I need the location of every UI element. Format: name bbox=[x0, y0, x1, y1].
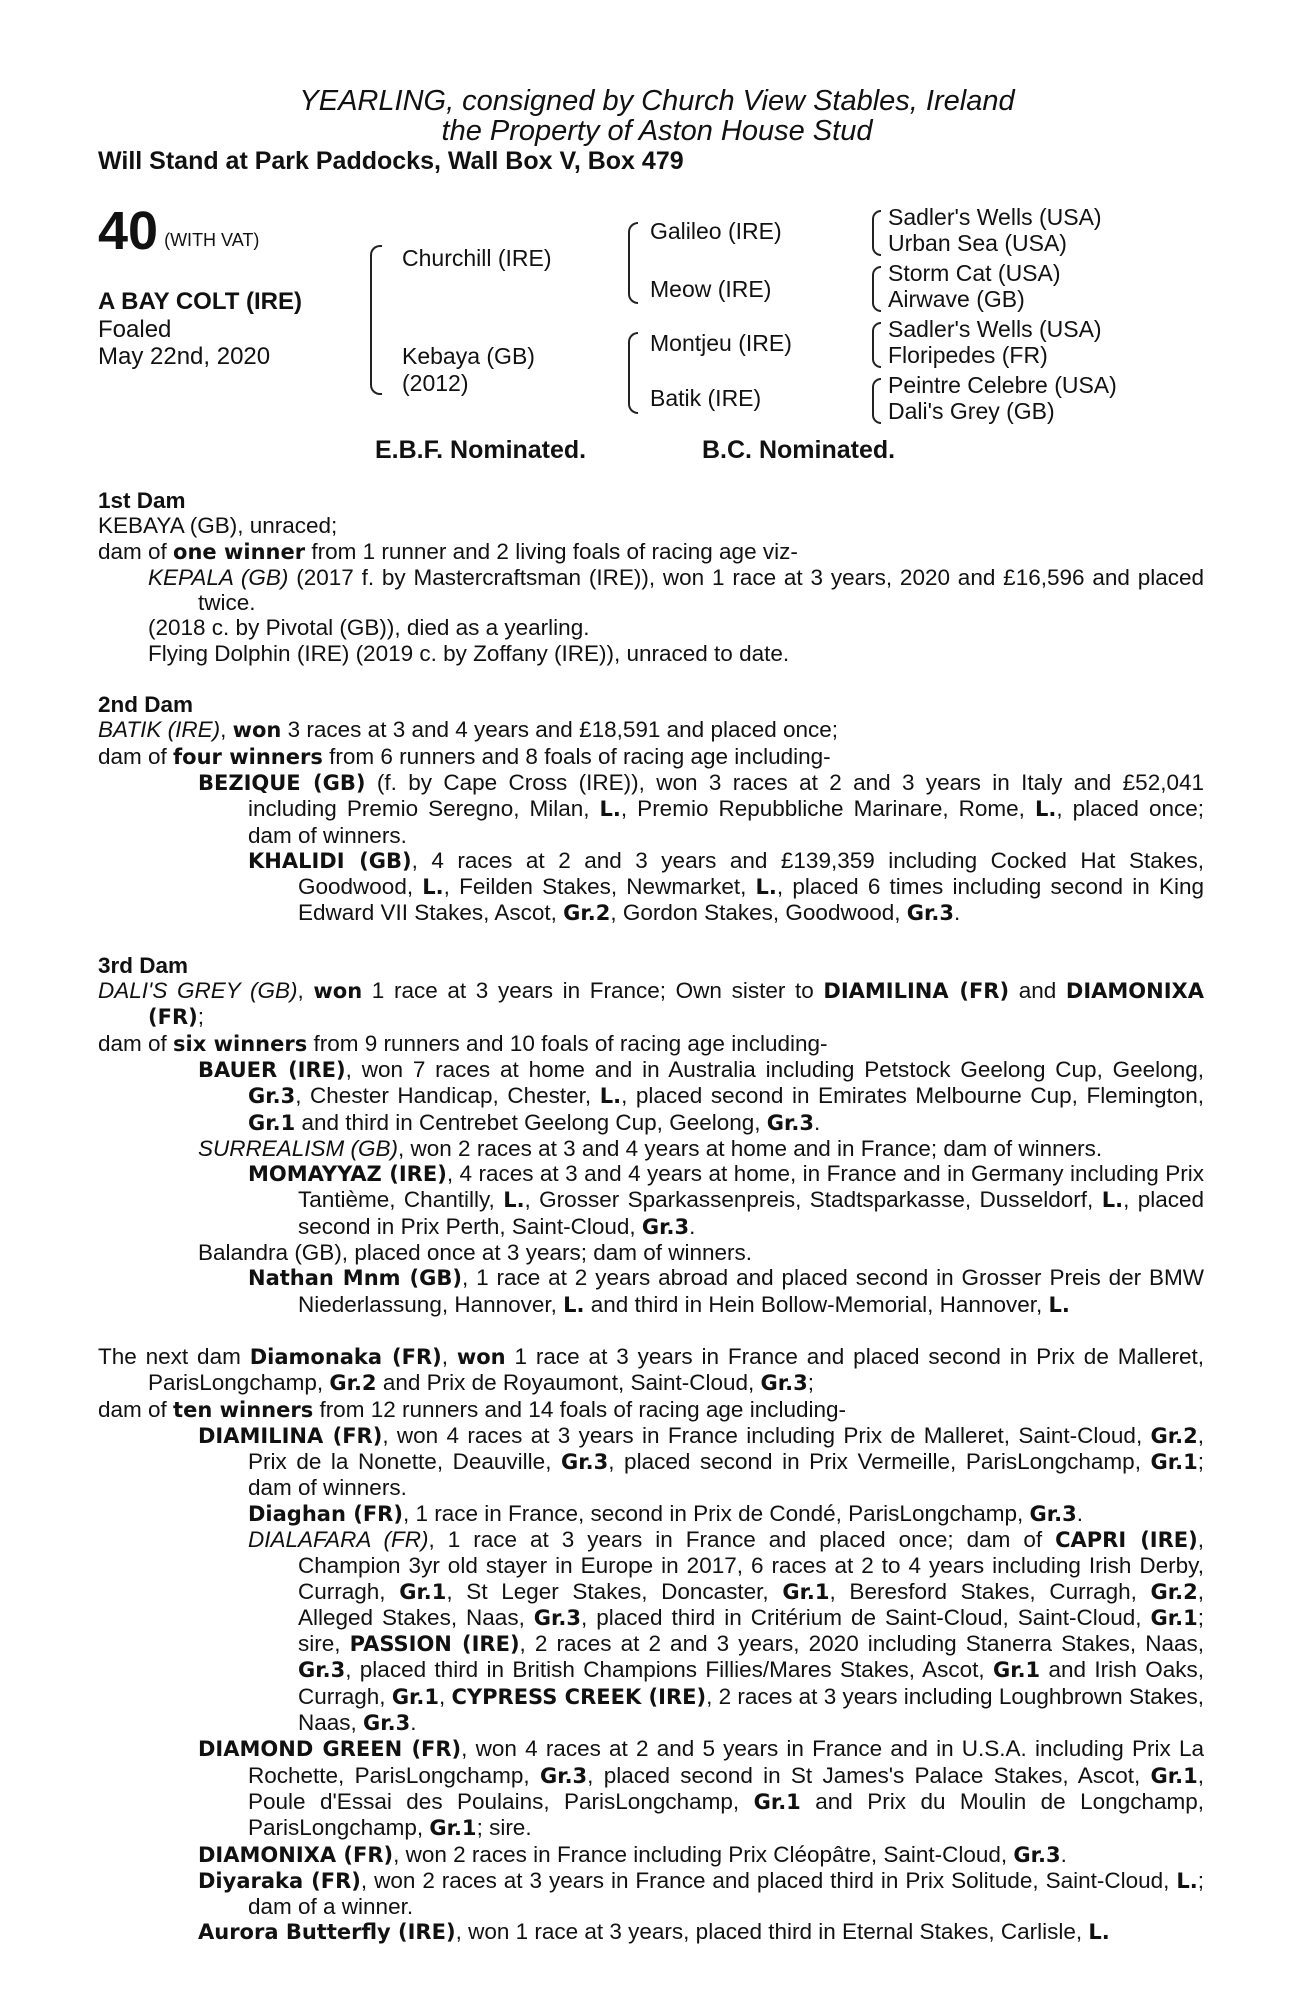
pedigree-sss: Sadler's Wells (USA) bbox=[888, 204, 1102, 230]
pedigree-ssd: Urban Sea (USA) bbox=[888, 230, 1067, 256]
pedigree-sire: Churchill (IRE) bbox=[402, 245, 552, 271]
second-dam-heading: 2nd Dam bbox=[98, 692, 194, 718]
vat-note: (WITH VAT) bbox=[164, 230, 260, 250]
pedigree-dss: Sadler's Wells (USA) bbox=[888, 316, 1102, 342]
catalogue-body bbox=[98, 488, 1204, 1946]
produce-2018: (2018 c. by Pivotal (GB)), died as a yearling. bbox=[148, 615, 590, 641]
brace-dam-parents bbox=[628, 332, 638, 414]
bc-nomination: B.C. Nominated. bbox=[702, 436, 896, 464]
pedigree-dam-dam: Batik (IRE) bbox=[650, 385, 762, 411]
pedigree-sire-sire: Galileo (IRE) bbox=[650, 218, 782, 244]
foaled-info bbox=[98, 316, 270, 370]
produce-khalidi: KHALIDI (GB), 4 races at 2 and 3 years and £139,359 including Cocked Hat Stakes, Goodwood, L., Feilden Stakes, Newmarket, L., placed 6 times including second in King Edward VII Stakes, Ascot, Gr.2, Gordon Stakes, Goodwood, Gr.3. bbox=[248, 847, 1204, 926]
produce-bezique: BEZIQUE (GB) (f. by Cape Cross (IRE)), won 3 races at 2 and 3 years in Italy and £52,041 including Premio Seregno, Milan, L., Premio Repubbliche Marinare, Rome, L., placed once; dam of winners. bbox=[198, 769, 1204, 848]
ebf-nomination: E.B.F. Nominated. bbox=[375, 436, 587, 464]
pedigree-sire-dam: Meow (IRE) bbox=[650, 276, 772, 302]
produce-diyaraka: Diyaraka (FR), won 2 races at 3 years in France and placed third in Prix Solitude, Saint-Cloud, L.; dam of a winner. bbox=[198, 1867, 1204, 1920]
produce-aurora-butterfly: Aurora Butterfly (IRE), won 1 race at 3 years, placed third in Eternal Stakes, Carlisle, L. bbox=[198, 1919, 1110, 1945]
pedigree-dam-year: (2012) bbox=[402, 370, 469, 396]
produce-bauer: BAUER (IRE), won 7 races at home and in Australia including Petstock Geelong Cup, Geelong, Gr.3, Chester Handicap, Chester, L., placed second in Emirates Melbourne Cup, Flemington, Gr.1 and third in Centrebet Geelong Cup, Geelong, Gr.3. bbox=[198, 1056, 1204, 1135]
produce-diamilina: DIAMILINA (FR), won 4 races at 3 years in France including Prix de Malleret, Saint-Cloud, Gr.2, Prix de la Nonette, Deauville, Gr.3, placed second in Prix Vermeille, ParisLongchamp, Gr.1; dam of winners. bbox=[198, 1422, 1204, 1501]
pedigree-dsd: Floripedes (FR) bbox=[888, 342, 1048, 368]
produce-diamond-green: DIAMOND GREEN (FR), won 4 races at 2 and 5 years in France and in U.S.A. including Prix La Rochette, ParisLongchamp, Gr.3, placed second in St James's Palace Stakes, Ascot, Gr.1, Poule d'Essai des Poulains, ParisLongchamp, Gr.1 and Prix du Moulin de Longchamp, ParisLongchamp, Gr.1; sire. bbox=[198, 1736, 1204, 1841]
brace-ss bbox=[872, 210, 881, 256]
brace-dd bbox=[872, 378, 881, 424]
second-dam-line: BATIK (IRE), won 3 races at 3 and 4 years and £18,591 and placed once; bbox=[98, 717, 839, 743]
second-dam-section bbox=[98, 692, 1204, 927]
produce-nathan-mnm: Nathan Mnm (GB), 1 race at 2 years abroad and placed second in Grosser Preis der BMW Niederlassung, Hannover, L. and third in Hein Bollow-Memorial, Hannover, L. bbox=[248, 1265, 1204, 1317]
stand-location: Will Stand at Park Paddocks, Wall Box V, Box 479 bbox=[98, 147, 684, 175]
third-dam-line: DALI'S GREY (GB), won 1 race at 3 years in France; Own sister to DIAMILINA (FR) and DIAMONIXA (FR); bbox=[98, 978, 1204, 1030]
produce-kepala: KEPALA (GB) (2017 f. by Mastercraftsman (IRE)), won 1 race at 3 years, 2020 and £16,596 and placed twice. bbox=[148, 564, 1204, 616]
next-dam-line: The next dam Diamonaka (FR), won 1 race at 3 years in France and placed second in Prix de Malleret, ParisLongchamp, Gr.2 and Prix de Royaumont, Saint-Cloud, Gr.3; bbox=[98, 1343, 1204, 1396]
produce-flying-dolphin: Flying Dolphin (IRE) (2019 c. by Zoffany (IRE)), unraced to date. bbox=[148, 640, 790, 666]
property-line: the Property of Aston House Stud bbox=[441, 115, 873, 147]
third-dam-heading: 3rd Dam bbox=[98, 952, 189, 978]
first-dam-produce-line: dam of one winner from 1 runner and 2 living foals of racing age viz- bbox=[98, 538, 798, 564]
foaled-label: Foaled bbox=[98, 316, 172, 343]
brace-sd bbox=[872, 266, 881, 312]
third-dam-produce-line: dam of six winners from 9 runners and 10 foals of racing age including- bbox=[98, 1030, 828, 1056]
produce-momayyaz: MOMAYYAZ (IRE), 4 races at 3 and 4 years at home, in France and in Germany including Prix Tantième, Chantilly, L., Grosser Sparkassenpreis, Stadtsparkasse, Dusseldorf, L., placed second in Prix Perth, Saint-Cloud, Gr.3. bbox=[248, 1161, 1205, 1239]
brace-sire-dam bbox=[370, 245, 382, 395]
first-dam-heading: 1st Dam bbox=[98, 488, 186, 513]
second-dam-produce-line: dam of four winners from 6 runners and 8 foals of racing age including- bbox=[98, 743, 831, 769]
first-dam-line: KEBAYA (GB), unraced; bbox=[98, 513, 338, 539]
brace-sire-parents bbox=[628, 222, 638, 304]
pedigree-dds: Peintre Celebre (USA) bbox=[888, 372, 1117, 398]
pedigree-sds: Storm Cat (USA) bbox=[888, 260, 1061, 286]
next-dam-section bbox=[98, 1344, 1204, 1946]
lot-number: 40 bbox=[98, 201, 159, 261]
produce-surrealism: SURREALISM (GB), won 2 races at 3 and 4 years at home and in France; dam of winners. bbox=[198, 1135, 1103, 1161]
pedigree-sdd: Airwave (GB) bbox=[888, 286, 1025, 312]
brace-ds bbox=[872, 322, 881, 368]
pedigree-dam-sire: Montjeu (IRE) bbox=[650, 330, 792, 356]
foaled-date: May 22nd, 2020 bbox=[98, 343, 271, 370]
consignor-line: YEARLING, consigned by Church View Stables, Ireland bbox=[299, 85, 1015, 117]
produce-balandra: Balandra (GB), placed once at 3 years; dam of winners. bbox=[198, 1240, 753, 1266]
lot-name: A BAY COLT (IRE) bbox=[98, 288, 303, 315]
pedigree-ddd: Dali's Grey (GB) bbox=[888, 398, 1055, 424]
produce-dialafara: DIALAFARA (FR), 1 race at 3 years in France and placed once; dam of CAPRI (IRE), Champion 3yr old stayer in Europe in 2017, 6 races at 2 to 4 years including Irish Derby, Curragh, Gr.1, St Leger Stakes, Doncaster, Gr.1, Beresford Stakes, Curragh, Gr.2, Alleged Stakes, Naas, Gr.3, placed third in Critérium de Saint-Cloud, Saint-Cloud, Gr.1; sire, PASSION (IRE), 2 races at 2 and 3 years, 2020 including Stanerra Stakes, Naas, Gr.3, placed third in British Champions Fillies/Mares Stakes, Ascot, Gr.1 and Irish Oaks, Curragh, Gr.1, CYPRESS CREEK (IRE), 2 races at 3 years including Loughbrown Stakes, Naas, Gr.3. bbox=[248, 1526, 1205, 1736]
pedigree-dam: Kebaya (GB) bbox=[402, 343, 535, 369]
first-dam-section bbox=[98, 488, 1204, 666]
produce-diaghan: Diaghan (FR), 1 race in France, second in Prix de Condé, ParisLongchamp, Gr.3. bbox=[248, 1500, 1083, 1526]
lot-heading bbox=[98, 201, 260, 261]
next-dam-produce-line: dam of ten winners from 12 runners and 14 foals of racing age including- bbox=[98, 1396, 847, 1422]
produce-diamonixa: DIAMONIXA (FR), won 2 races in France including Prix Cléopâtre, Saint-Cloud, Gr.3. bbox=[198, 1841, 1067, 1867]
third-dam-section bbox=[98, 953, 1204, 1318]
